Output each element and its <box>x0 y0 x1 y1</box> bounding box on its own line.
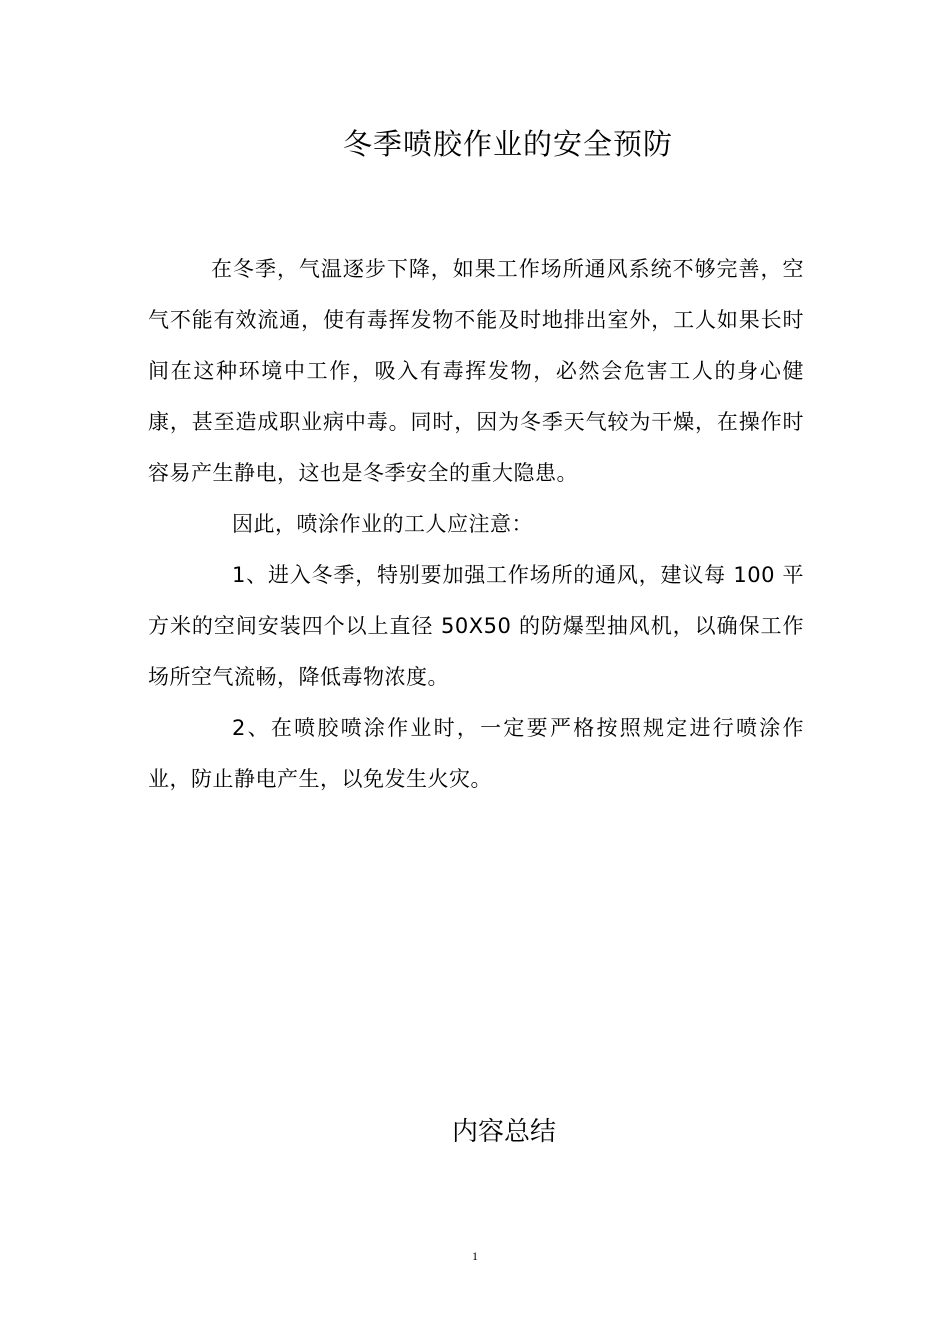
paragraph-intro: 在冬季，气温逐步下降，如果工作场所通风系统不够完善，空气不能有效流通，使有毒挥发物不能及时地排出室外，工人如果长时间在这种环境中工作，吸入有毒挥发物，必然会危害工人的身心健康，甚至造成职业病中毒。同时，因为冬季天气较为干燥，在操作时容易产生静电，这也是冬季安全的重大隐患。 <box>148 257 804 485</box>
page-number: 1 <box>472 1249 478 1263</box>
paragraph-attention: 因此，喷涂作业的工人应注意： <box>232 512 533 536</box>
document-title: 冬季喷胶作业的安全预防 <box>342 127 673 161</box>
summary-heading: 内容总结 <box>451 1117 556 1147</box>
paragraph-item-2: 2、在喷胶喷涂作业时，一定要严格按照规定进行喷涂作业，防止静电产生，以免发生火灾。 <box>148 716 804 791</box>
document-body <box>148 244 804 805</box>
paragraph-item-1: 1、进入冬季，特别要加强工作场所的通风，建议每 100 平方米的空间安装四个以上直径 50X50 的防爆型抽风机，以确保工作场所空气流畅，降低毒物浓度。 <box>148 563 804 689</box>
